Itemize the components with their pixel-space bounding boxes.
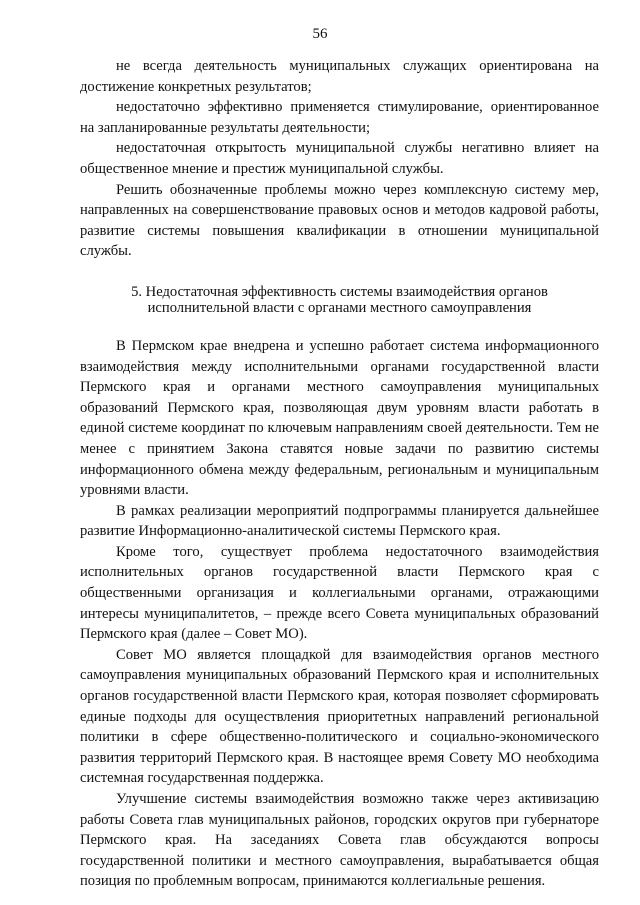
paragraph: не всегда деятельность муниципальных служащих ориентирована на достижение конкретных результатов;	[80, 58, 599, 95]
paragraph: В рамках реализации мероприятий подпрограммы планируется дальнейшее развитие Информационно-аналитической системы Пермского края.	[80, 502, 599, 540]
section-heading-line-2: исполнительной власти с органами местного самоуправления	[147, 299, 532, 316]
section-heading-line-1: 5. Недостаточная эффективность системы взаимодействия органов	[131, 283, 548, 300]
page-number: 56	[312, 26, 328, 42]
section-heading	[80, 284, 599, 316]
paragraph: Улучшение системы взаимодействия возможно также через активизацию работы Совета глав муниципальных районов, городских округов при губернаторе Пермского края. На заседаниях Совета глав обсуждаются вопросы государственной политики и местного самоуправления, вырабатывается общая позиция по проблемным вопросам, принимаются коллегиальные решения.	[80, 791, 599, 890]
paragraph: Решить обозначенные проблемы можно через комплексную систему мер, направленных на совершенствование правовых основ и методов кадровой работы, развитие системы повышения квалификации в отношении муниципальной службы.	[80, 181, 599, 260]
document-body	[80, 56, 599, 892]
paragraph: Совет МО является площадкой для взаимодействия органов местного самоуправления муниципальных образований Пермского края и исполнительных органов государственной власти Пермского края, которая позволяет сформировать единые подходы для осуществления приоритетных направлений региональной политики в сфере общественно-политического и социально-экономического развития территорий Пермского края. В настоящее время Совету МО необходима системная государственная поддержка.	[80, 646, 599, 787]
paragraph: недостаточная открытость муниципальной службы негативно влияет на общественное мнение и престиж муниципальной службы.	[80, 140, 599, 177]
paragraph: В Пермском крае внедрена и успешно работает система информационного взаимодействия между исполнительными органами государственной власти Пермского края и органами местного самоуправления муниципальных образований Пермского края, позволяющая двум уровням власти работать в единой системе координат по ключевым направлениям своей деятельности. Тем не менее с принятием Закона ставятся новые задачи по развитию системы информационного обмена между федеральным, региональным и муниципальным уровнями власти.	[80, 337, 599, 499]
paragraph: недостаточно эффективно применяется стимулирование, ориентированное на запланированные результаты деятельности;	[80, 99, 599, 136]
paragraph: Кроме того, существует проблема недостаточного взаимодействия исполнительных органов государственной власти Пермского края с общественными организация и коллегиальными органами, отражающими интересы муниципалитетов, – прежде всего Совета муниципальных образований Пермского края (далее – Совет МО).	[80, 543, 599, 643]
